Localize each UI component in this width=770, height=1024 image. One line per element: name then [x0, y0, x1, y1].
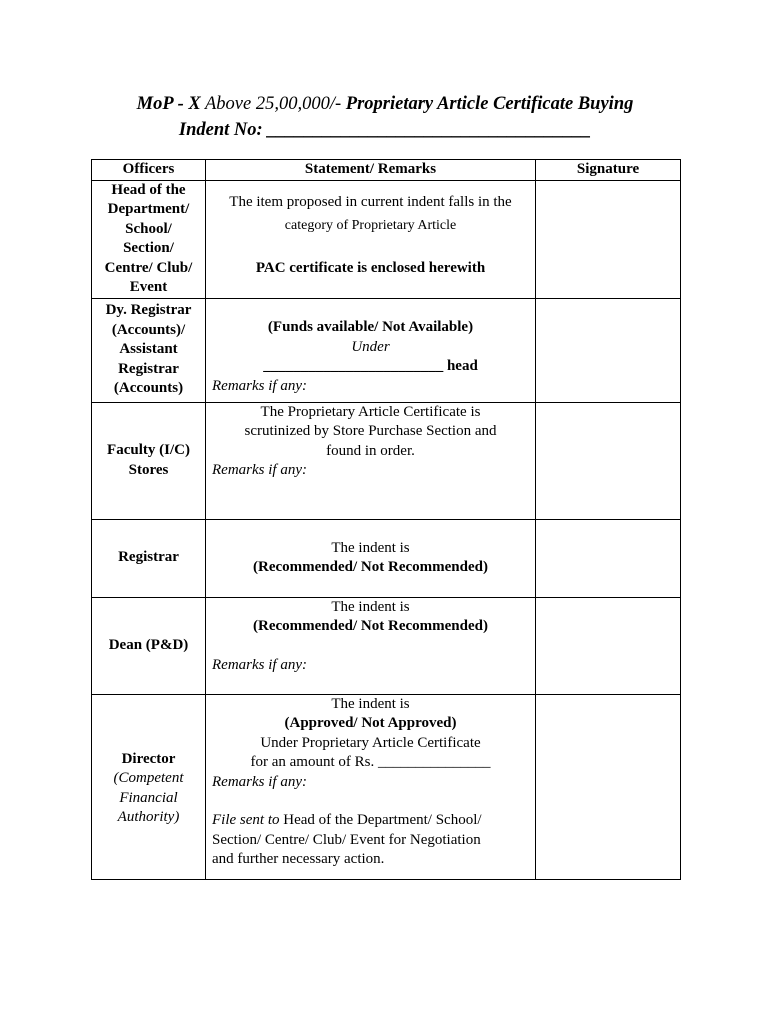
- fund-head-blank[interactable]: ________________________ head: [263, 358, 478, 374]
- signature-cell[interactable]: [536, 519, 681, 597]
- officer-cell: [92, 519, 206, 597]
- officer-line: School/: [125, 220, 172, 237]
- statement-line: (Recommended/ Not Recommended): [253, 618, 488, 634]
- officer-subline: (Competent: [113, 770, 184, 786]
- officer-line: (Accounts): [113, 380, 184, 397]
- file-sent-text: Head of the Department/ School/: [283, 812, 482, 828]
- remarks-cell: [206, 694, 536, 879]
- officer-cell: [92, 597, 206, 694]
- file-sent-line: [212, 811, 529, 831]
- remarks-cell: [206, 597, 536, 694]
- officer-cell: [92, 298, 206, 402]
- statement-line: Under Proprietary Article Certificate: [260, 734, 481, 751]
- remarks-label: Remarks if any:: [212, 377, 307, 394]
- officer-cell: [92, 694, 206, 879]
- statement-line: scrutinized by Store Purchase Section and: [244, 423, 497, 439]
- remarks-label: Remarks if any:: [212, 773, 307, 790]
- officer-subline: Authority): [117, 809, 180, 825]
- statement-line: The indent is: [331, 695, 410, 712]
- signature-cell[interactable]: [536, 298, 681, 402]
- file-sent-text: and further necessary action.: [212, 851, 385, 867]
- table-row: [92, 180, 681, 298]
- table-header-row: [92, 160, 681, 181]
- remarks-cell: [206, 402, 536, 519]
- officer-subline: Financial: [119, 789, 178, 806]
- officer-line: Registrar: [118, 360, 179, 377]
- remarks-label: Remarks if any:: [212, 656, 307, 673]
- header-signature: Signature: [536, 160, 681, 181]
- officer-line: Registrar: [118, 549, 179, 566]
- file-sent-text: Section/ Centre/ Club/ Event for Negotiation: [212, 831, 481, 848]
- officer-cell: [92, 402, 206, 519]
- signature-cell[interactable]: [536, 694, 681, 879]
- statement-line: category of Proprietary Article: [284, 217, 457, 233]
- statement-line: (Approved/ Not Approved): [284, 715, 457, 731]
- officer-line: Dean (P&D): [108, 636, 189, 653]
- officer-line: Dy. Registrar: [105, 302, 192, 319]
- document-title: [0, 94, 770, 115]
- statement-line: PAC certificate is enclosed herewith: [255, 260, 486, 277]
- table-row: [92, 694, 681, 879]
- officer-line: Section/: [123, 240, 174, 256]
- header-officers: Officers: [92, 160, 206, 181]
- remarks-cell: [206, 180, 536, 298]
- officer-line: Stores: [128, 461, 169, 478]
- remarks-label: Remarks if any:: [212, 462, 307, 478]
- officer-line: Department/: [107, 201, 190, 217]
- title-mop: MoP - X: [136, 94, 201, 114]
- table-row: [92, 402, 681, 519]
- statement-line: (Funds available/ Not Available): [267, 319, 474, 335]
- amount-blank[interactable]: for an amount of Rs. _______________: [250, 754, 491, 770]
- officer-line: Director: [121, 750, 176, 767]
- title-rest: Proprietary Article Certificate Buying: [345, 94, 634, 114]
- statement-line: found in order.: [326, 442, 415, 459]
- header-remarks: Statement/ Remarks: [206, 160, 536, 181]
- officer-line: Head of the: [111, 181, 186, 198]
- signature-cell[interactable]: [536, 180, 681, 298]
- officer-line: Event: [129, 279, 168, 295]
- statement-line: The indent is: [331, 598, 410, 615]
- statement-line: Under: [351, 338, 390, 355]
- officer-cell: [92, 180, 206, 298]
- officer-line: Centre/ Club/: [104, 259, 193, 276]
- signature-cell[interactable]: [536, 402, 681, 519]
- remarks-cell: [206, 519, 536, 597]
- statement-line: The indent is: [331, 539, 410, 556]
- title-above: Above 25,00,000/-: [205, 94, 342, 114]
- statement-line: The Proprietary Article Certificate is: [260, 403, 481, 420]
- officer-line: Assistant: [119, 341, 178, 358]
- indent-no-line: Indent No: ___________________________________: [178, 120, 592, 140]
- remarks-cell: [206, 298, 536, 402]
- table-row: [92, 298, 681, 402]
- officer-line: (Accounts)/: [111, 321, 186, 338]
- signature-cell[interactable]: [536, 597, 681, 694]
- table-row: [92, 519, 681, 597]
- statement-line: (Recommended/ Not Recommended): [253, 559, 488, 575]
- approval-table: [91, 159, 681, 880]
- table-row: [92, 597, 681, 694]
- officer-line: Faculty (I/C): [107, 442, 190, 458]
- file-sent-label: File sent to: [212, 812, 280, 828]
- statement-line: The item proposed in current indent falls in the: [229, 194, 512, 211]
